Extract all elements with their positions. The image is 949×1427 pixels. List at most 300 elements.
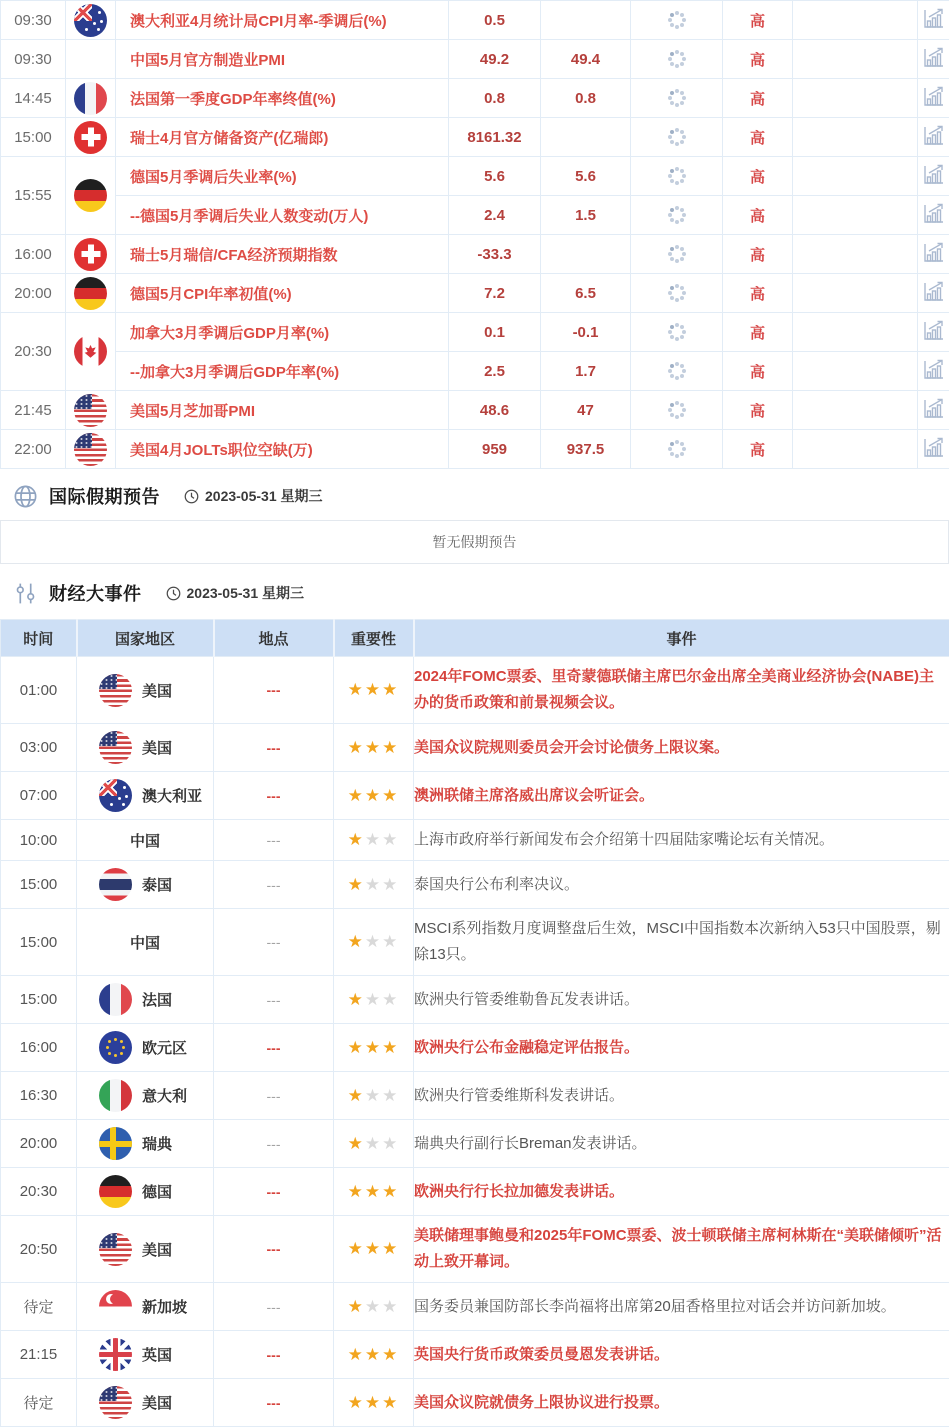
chart-icon[interactable] — [922, 435, 946, 459]
event-description[interactable]: 澳洲联储主席洛威出席议会听证会。 — [414, 772, 949, 820]
event-time: 待定 — [1, 1379, 77, 1427]
economic-row — [1, 79, 949, 118]
loading-spinner-icon — [675, 408, 679, 412]
loading-spinner-icon — [675, 174, 679, 178]
previous-value: 8161.32 — [449, 118, 541, 157]
globe-icon — [12, 483, 39, 510]
country-wrap — [77, 731, 213, 764]
star-empty-icon: ★ — [382, 990, 399, 1009]
event-time: 09:30 — [1, 40, 66, 79]
star-filled-icon: ★ — [382, 1393, 399, 1412]
location-cell: --- — [214, 1168, 334, 1216]
event-description[interactable]: 英国央行货币政策委员曼恩发表讲话。 — [414, 1331, 949, 1379]
country-label: 新加坡 — [142, 1296, 187, 1317]
star-filled-icon: ★ — [348, 680, 365, 699]
importance-stars — [334, 1072, 414, 1120]
event-time: 20:30 — [1, 313, 66, 391]
event-row — [1, 820, 949, 861]
forecast-value: 1.7 — [541, 352, 631, 391]
country-wrap — [77, 868, 213, 901]
location-cell: --- — [214, 772, 334, 820]
importance-label: 高 — [723, 1, 793, 40]
loading-spinner-icon — [675, 369, 679, 373]
country-cell — [77, 861, 214, 909]
country-flag-cell — [66, 274, 116, 313]
event-description[interactable]: 上海市政府举行新闻发布会介绍第十四届陆家嘴论坛有关情况。 — [414, 820, 949, 861]
country-wrap — [77, 932, 213, 953]
star-empty-icon: ★ — [365, 1134, 382, 1153]
country-flag-cell — [66, 235, 116, 274]
loading-spinner-icon — [675, 291, 679, 295]
chart-cell — [918, 313, 949, 352]
importance-stars — [334, 861, 414, 909]
previous-value: 48.6 — [449, 391, 541, 430]
loading-spinner-icon — [675, 252, 679, 256]
economic-row — [1, 430, 949, 469]
star-filled-icon: ★ — [382, 738, 399, 757]
location-cell: --- — [214, 909, 334, 976]
star-empty-icon: ★ — [382, 1134, 399, 1153]
indicator-name[interactable]: 瑞士5月瑞信/CFA经济预期指数 — [116, 235, 449, 274]
loading-spinner-icon — [675, 213, 679, 217]
star-filled-icon: ★ — [365, 680, 382, 699]
event-time: 16:30 — [1, 1072, 77, 1120]
economic-row — [1, 235, 949, 274]
us-flag-icon — [99, 731, 132, 764]
event-row — [1, 1024, 949, 1072]
economic-row — [1, 313, 949, 352]
country-wrap — [77, 1386, 213, 1419]
us-flag-icon — [99, 1233, 132, 1266]
country-wrap — [77, 779, 213, 812]
events-header-row — [1, 620, 949, 657]
event-row — [1, 1120, 949, 1168]
us-flag-icon — [99, 674, 132, 707]
event-description[interactable]: 欧洲央行行长拉加德发表讲话。 — [414, 1168, 949, 1216]
star-empty-icon: ★ — [382, 875, 399, 894]
star-filled-icon: ★ — [365, 1393, 382, 1412]
holiday-section-header — [0, 479, 949, 513]
star-filled-icon: ★ — [348, 1239, 365, 1258]
indicator-name[interactable]: --加拿大3月季调后GDP年率(%) — [116, 352, 449, 391]
forecast-value — [541, 1, 631, 40]
economic-row — [1, 274, 949, 313]
importance-label: 高 — [723, 157, 793, 196]
holiday-section-title: 国际假期预告 — [49, 483, 160, 509]
star-empty-icon: ★ — [365, 932, 382, 951]
country-cell — [77, 1216, 214, 1283]
event-description[interactable]: 国务委员兼国防部长李尚福将出席第20届香格里拉对话会并访问新加坡。 — [414, 1283, 949, 1331]
location-cell: --- — [214, 1379, 334, 1427]
previous-value: -33.3 — [449, 235, 541, 274]
star-empty-icon: ★ — [365, 1086, 382, 1105]
loading-spinner-icon — [675, 57, 679, 61]
event-time: 16:00 — [1, 1024, 77, 1072]
economic-calendar-table — [0, 0, 949, 469]
economic-row — [1, 352, 949, 391]
chart-icon[interactable] — [922, 45, 946, 69]
importance-stars — [334, 724, 414, 772]
fr-flag-icon — [74, 82, 107, 115]
loading-spinner-icon — [675, 447, 679, 451]
forecast-value: 937.5 — [541, 430, 631, 469]
event-time: 09:30 — [1, 1, 66, 40]
ch-flag-icon — [74, 121, 107, 154]
chart-cell — [918, 79, 949, 118]
loading-spinner-icon — [675, 96, 679, 100]
economic-row — [1, 1, 949, 40]
event-time: 07:00 — [1, 772, 77, 820]
star-filled-icon: ★ — [365, 1239, 382, 1258]
country-cell — [77, 772, 214, 820]
holiday-empty-box — [0, 520, 949, 564]
event-time: 21:45 — [1, 391, 66, 430]
star-filled-icon: ★ — [348, 932, 365, 951]
country-label: 德国 — [142, 1181, 172, 1202]
chart-icon[interactable] — [922, 279, 946, 303]
country-cell — [77, 657, 214, 724]
star-empty-icon: ★ — [365, 875, 382, 894]
eu-flag-icon — [99, 1031, 132, 1064]
us-flag-icon — [74, 394, 107, 427]
country-flag-cell — [66, 40, 116, 79]
indicator-name[interactable]: 美国5月芝加哥PMI — [116, 391, 449, 430]
event-row — [1, 1168, 949, 1216]
actual-value-cell — [631, 79, 723, 118]
th-flag-icon — [99, 868, 132, 901]
event-description[interactable]: 欧洲央行管委维勒鲁瓦发表讲话。 — [414, 976, 949, 1024]
star-empty-icon: ★ — [365, 990, 382, 1009]
event-time: 01:00 — [1, 657, 77, 724]
actual-value-cell — [631, 313, 723, 352]
economic-row — [1, 196, 949, 235]
header-location: 地点 — [214, 620, 334, 657]
uk-flag-icon — [99, 1338, 132, 1371]
chart-cell — [918, 157, 949, 196]
star-filled-icon: ★ — [348, 1393, 365, 1412]
country-label: 美国 — [142, 1239, 172, 1260]
event-description[interactable]: 欧洲央行管委维斯科发表讲话。 — [414, 1072, 949, 1120]
importance-label: 高 — [723, 313, 793, 352]
de-flag-icon — [74, 179, 107, 212]
chart-icon[interactable] — [922, 240, 946, 264]
forecast-value: 0.8 — [541, 79, 631, 118]
country-flag-cell — [66, 79, 116, 118]
loading-spinner-icon — [675, 18, 679, 22]
country-wrap — [77, 830, 213, 851]
event-time: 15:00 — [1, 861, 77, 909]
actual-value-cell — [631, 391, 723, 430]
star-filled-icon: ★ — [348, 1086, 365, 1105]
events-section-date — [166, 583, 305, 603]
country-cell — [77, 724, 214, 772]
star-filled-icon: ★ — [382, 1239, 399, 1258]
country-label: 美国 — [142, 680, 172, 701]
indicator-name[interactable]: --德国5月季调后失业人数变动(万人) — [116, 196, 449, 235]
event-row — [1, 724, 949, 772]
event-time: 15:00 — [1, 976, 77, 1024]
importance-label: 高 — [723, 430, 793, 469]
indicator-name[interactable]: 美国4月JOLTs职位空缺(万) — [116, 430, 449, 469]
forecast-value — [541, 235, 631, 274]
country-cell — [77, 1120, 214, 1168]
forecast-value: 5.6 — [541, 157, 631, 196]
event-row — [1, 1216, 949, 1283]
event-description[interactable]: 泰国央行公布利率决议。 — [414, 861, 949, 909]
country-flag-cell — [66, 430, 116, 469]
importance-stars — [334, 1379, 414, 1427]
actual-value-cell — [631, 157, 723, 196]
country-wrap — [77, 1031, 213, 1064]
economic-row — [1, 157, 949, 196]
chart-icon[interactable] — [922, 162, 946, 186]
event-row — [1, 1331, 949, 1379]
actual-value-cell — [631, 196, 723, 235]
country-flag-cell — [66, 157, 116, 235]
country-cell — [77, 1168, 214, 1216]
event-time: 20:00 — [1, 1120, 77, 1168]
forecast-value: 6.5 — [541, 274, 631, 313]
chart-icon[interactable] — [922, 201, 946, 225]
remark-cell — [793, 274, 918, 313]
remark-cell — [793, 40, 918, 79]
star-filled-icon: ★ — [382, 1038, 399, 1057]
us-flag-icon — [74, 433, 107, 466]
location-cell: --- — [214, 1331, 334, 1379]
chart-icon[interactable] — [922, 318, 946, 342]
chart-icon[interactable] — [922, 123, 946, 147]
chart-icon[interactable] — [922, 6, 946, 30]
event-row — [1, 861, 949, 909]
country-label: 澳大利亚 — [142, 785, 202, 806]
major-events-table — [0, 619, 949, 1427]
country-flag-cell — [66, 1, 116, 40]
event-description[interactable]: 美国众议院就债务上限协议进行投票。 — [414, 1379, 949, 1427]
star-filled-icon: ★ — [348, 738, 365, 757]
importance-stars — [334, 657, 414, 724]
header-importance: 重要性 — [334, 620, 414, 657]
previous-value: 0.5 — [449, 1, 541, 40]
event-time: 20:00 — [1, 274, 66, 313]
chart-cell — [918, 1, 949, 40]
forecast-value — [541, 118, 631, 157]
remark-cell — [793, 391, 918, 430]
country-label: 中国 — [130, 932, 160, 953]
event-time: 14:45 — [1, 79, 66, 118]
actual-value-cell — [631, 352, 723, 391]
country-wrap — [77, 674, 213, 707]
location-cell: --- — [214, 820, 334, 861]
indicator-name[interactable]: 德国5月CPI年率初值(%) — [116, 274, 449, 313]
remark-cell — [793, 352, 918, 391]
holiday-date-text: 2023-05-31 星期三 — [205, 486, 323, 506]
importance-stars — [334, 1283, 414, 1331]
clock-icon — [184, 489, 199, 504]
previous-value: 0.8 — [449, 79, 541, 118]
de-flag-icon — [99, 1175, 132, 1208]
importance-label: 高 — [723, 352, 793, 391]
event-description[interactable]: 美联储理事鲍曼和2025年FOMC票委、波士顿联储主席柯林斯在“美联储倾听”活动上致开幕词。 — [414, 1216, 949, 1283]
actual-value-cell — [631, 274, 723, 313]
events-section-header — [0, 576, 949, 610]
country-label: 中国 — [130, 830, 160, 851]
country-label: 瑞典 — [142, 1133, 172, 1154]
country-cell — [77, 1072, 214, 1120]
event-description[interactable]: 美国众议院规则委员会开会讨论债务上限议案。 — [414, 724, 949, 772]
star-filled-icon: ★ — [365, 1038, 382, 1057]
location-cell: --- — [214, 1072, 334, 1120]
country-label: 泰国 — [142, 874, 172, 895]
event-description[interactable]: 欧洲央行公布金融稳定评估报告。 — [414, 1024, 949, 1072]
country-cell — [77, 1024, 214, 1072]
event-row — [1, 1379, 949, 1427]
forecast-value: 49.4 — [541, 40, 631, 79]
previous-value: 2.4 — [449, 196, 541, 235]
chart-icon[interactable] — [922, 357, 946, 381]
sliders-icon — [12, 580, 39, 607]
importance-stars — [334, 772, 414, 820]
us-flag-icon — [99, 1386, 132, 1419]
importance-stars — [334, 1120, 414, 1168]
remark-cell — [793, 313, 918, 352]
star-filled-icon: ★ — [348, 1345, 365, 1364]
it-flag-icon — [99, 1079, 132, 1112]
header-event: 事件 — [414, 620, 949, 657]
remark-cell — [793, 118, 918, 157]
event-time: 15:00 — [1, 909, 77, 976]
previous-value: 0.1 — [449, 313, 541, 352]
previous-value: 7.2 — [449, 274, 541, 313]
actual-value-cell — [631, 235, 723, 274]
location-cell: --- — [214, 1283, 334, 1331]
indicator-name[interactable]: 法国第一季度GDP年率终值(%) — [116, 79, 449, 118]
remark-cell — [793, 79, 918, 118]
chart-icon[interactable] — [922, 396, 946, 420]
country-label: 美国 — [142, 737, 172, 758]
country-wrap — [77, 1175, 213, 1208]
importance-stars — [334, 1168, 414, 1216]
actual-value-cell — [631, 118, 723, 157]
location-cell: --- — [214, 976, 334, 1024]
country-wrap — [77, 983, 213, 1016]
location-cell: --- — [214, 1024, 334, 1072]
event-row — [1, 976, 949, 1024]
importance-stars — [334, 1331, 414, 1379]
star-filled-icon: ★ — [348, 1297, 365, 1316]
event-time: 待定 — [1, 1283, 77, 1331]
remark-cell — [793, 430, 918, 469]
chart-cell — [918, 118, 949, 157]
remark-cell — [793, 235, 918, 274]
indicator-name[interactable]: 德国5月季调后失业率(%) — [116, 157, 449, 196]
event-description[interactable]: 2024年FOMC票委、里奇蒙德联储主席巴尔金出席全美商业经济协会(NABE)主办的货币政策和前景视频会议。 — [414, 657, 949, 724]
chart-cell — [918, 352, 949, 391]
country-wrap — [77, 1338, 213, 1371]
country-cell — [77, 1283, 214, 1331]
indicator-name[interactable]: 澳大利亚4月统计局CPI月率-季调后(%) — [116, 1, 449, 40]
star-filled-icon: ★ — [348, 1038, 365, 1057]
remark-cell — [793, 196, 918, 235]
previous-value: 49.2 — [449, 40, 541, 79]
chart-cell — [918, 196, 949, 235]
country-cell — [77, 1379, 214, 1427]
country-wrap — [77, 1233, 213, 1266]
event-description[interactable]: 瑞典央行副行长Breman发表讲话。 — [414, 1120, 949, 1168]
event-time: 22:00 — [1, 430, 66, 469]
previous-value: 5.6 — [449, 157, 541, 196]
importance-stars — [334, 1024, 414, 1072]
country-cell — [77, 1331, 214, 1379]
ch-flag-icon — [74, 238, 107, 271]
event-time: 15:55 — [1, 157, 66, 235]
star-empty-icon: ★ — [382, 932, 399, 951]
remark-cell — [793, 1, 918, 40]
holiday-section-date — [184, 486, 323, 506]
importance-stars — [334, 1216, 414, 1283]
star-filled-icon: ★ — [382, 1345, 399, 1364]
star-empty-icon: ★ — [382, 830, 399, 849]
importance-label: 高 — [723, 391, 793, 430]
country-label: 英国 — [142, 1344, 172, 1365]
indicator-name[interactable]: 中国5月官方制造业PMI — [116, 40, 449, 79]
au-flag-icon — [99, 779, 132, 812]
forecast-value: -0.1 — [541, 313, 631, 352]
events-section-title: 财经大事件 — [49, 580, 142, 606]
event-description[interactable]: MSCI系列指数月度调整盘后生效，MSCI中国指数本次新纳入53只中国股票，剔除13只。 — [414, 909, 949, 976]
importance-stars — [334, 909, 414, 976]
country-wrap — [77, 1079, 213, 1112]
events-date-text: 2023-05-31 星期三 — [187, 583, 305, 603]
chart-icon[interactable] — [922, 84, 946, 108]
event-time: 15:00 — [1, 118, 66, 157]
event-row — [1, 772, 949, 820]
indicator-name[interactable]: 加拿大3月季调后GDP月率(%) — [116, 313, 449, 352]
country-label: 意大利 — [142, 1085, 187, 1106]
star-filled-icon: ★ — [365, 1182, 382, 1201]
star-filled-icon: ★ — [348, 1134, 365, 1153]
header-time: 时间 — [1, 620, 77, 657]
country-cell — [77, 976, 214, 1024]
star-filled-icon: ★ — [348, 875, 365, 894]
star-empty-icon: ★ — [382, 1086, 399, 1105]
chart-cell — [918, 391, 949, 430]
forecast-value: 1.5 — [541, 196, 631, 235]
star-filled-icon: ★ — [382, 680, 399, 699]
forecast-value: 47 — [541, 391, 631, 430]
star-filled-icon: ★ — [365, 738, 382, 757]
remark-cell — [793, 157, 918, 196]
event-time: 03:00 — [1, 724, 77, 772]
clock-icon — [166, 586, 181, 601]
event-time: 20:30 — [1, 1168, 77, 1216]
star-filled-icon: ★ — [348, 1182, 365, 1201]
actual-value-cell — [631, 40, 723, 79]
indicator-name[interactable]: 瑞士4月官方储备资产(亿瑞郎) — [116, 118, 449, 157]
country-label: 欧元区 — [142, 1037, 187, 1058]
star-filled-icon: ★ — [348, 830, 365, 849]
actual-value-cell — [631, 430, 723, 469]
event-time: 16:00 — [1, 235, 66, 274]
previous-value: 959 — [449, 430, 541, 469]
event-row — [1, 1283, 949, 1331]
chart-cell — [918, 40, 949, 79]
star-filled-icon: ★ — [382, 786, 399, 805]
event-time: 20:50 — [1, 1216, 77, 1283]
country-flag-cell — [66, 391, 116, 430]
star-filled-icon: ★ — [365, 1345, 382, 1364]
star-empty-icon: ★ — [365, 1297, 382, 1316]
se-flag-icon — [99, 1127, 132, 1160]
